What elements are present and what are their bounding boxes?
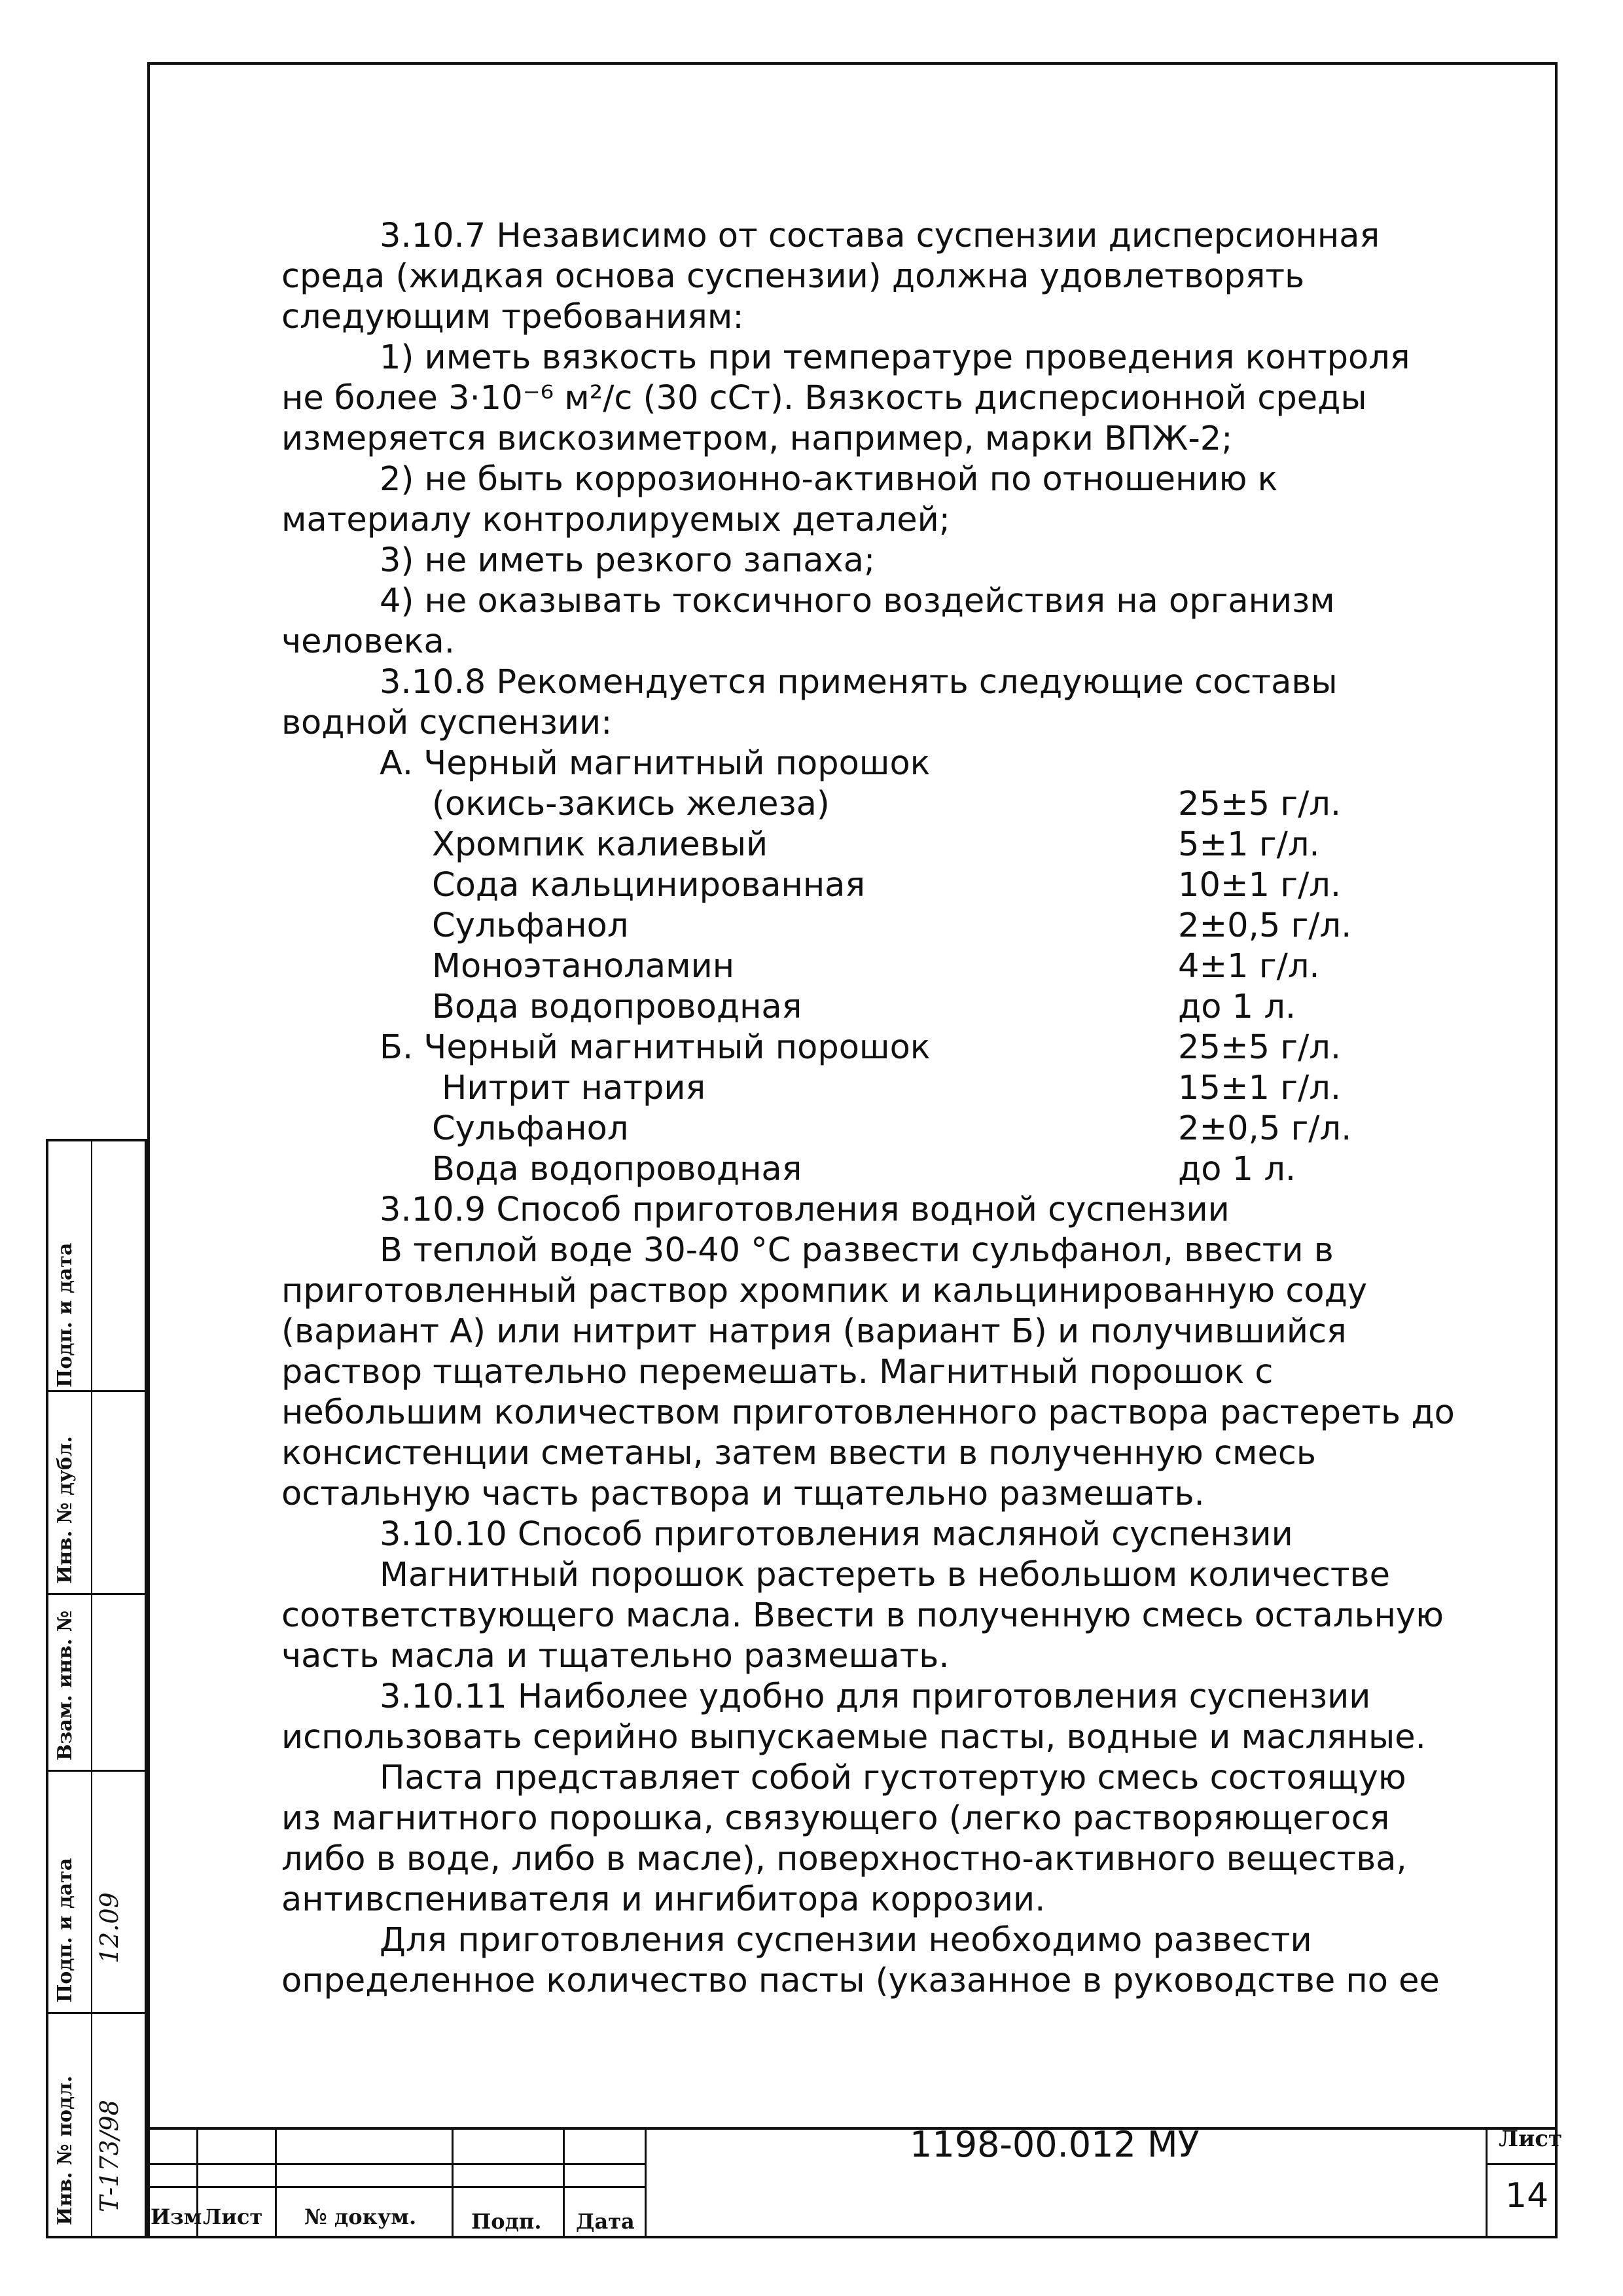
text-line: соответствующего масла. Ввести в полученную смесь остальную	[281, 1596, 1444, 1635]
text-line: либо в воде, либо в масле), поверхностно-активного вещества,	[281, 1840, 1407, 1878]
ingredient-value: 2±0,5 г/л.	[1178, 1109, 1352, 1148]
ingredient-name: Сульфанол	[432, 906, 629, 945]
text-line: следующим требованиям:	[281, 298, 744, 336]
label-podp-data-2: Подп. и дата	[54, 1857, 77, 2003]
col-podp-label: Подп.	[471, 2209, 542, 2234]
ingredient-name: (окись-закись железа)	[432, 785, 830, 823]
composition-row	[281, 825, 1394, 865]
ingredient-name: Нитрит натрия	[442, 1069, 706, 1107]
para-3-10-10: 3.10.10 Способ приготовления масляной суспензии	[380, 1515, 1293, 1554]
ingredient-name: Сода кальцинированная	[432, 866, 866, 905]
ingredient-name: Моноэтаноламин	[432, 947, 735, 986]
para-3-10-8: 3.10.8 Рекомендуется применять следующие составы	[380, 663, 1338, 702]
text-line: материалу контролируемых деталей;	[281, 501, 950, 539]
text-line: среда (жидкая основа суспензии) должна удовлетворять	[281, 257, 1305, 296]
col-data-label: Дата	[576, 2209, 635, 2234]
text-line: раствор тщательно перемешать. Магнитный порошок с	[281, 1353, 1274, 1391]
ingredient-value: 4±1 г/л.	[1178, 947, 1320, 986]
col-izm-label: Изм	[151, 2204, 202, 2229]
label-inv-podl: Инв. № подл.	[54, 2075, 77, 2225]
text-line: человека.	[281, 622, 455, 661]
ingredient-name: Сульфанол	[432, 1109, 629, 1148]
text-line: часть масла и тщательно размешать.	[281, 1637, 950, 1676]
title-block-line	[1486, 2163, 1558, 2165]
composition-b-title: Б. Черный магнитный порошок	[380, 1028, 931, 1067]
text-line: небольшим количеством приготовленного раствора растереть до	[281, 1393, 1455, 1432]
label-podp-data-1: Подп. и дата	[54, 1242, 77, 1388]
text-line: (вариант А) или нитрит натрия (вариант Б) и получившийся	[281, 1312, 1347, 1351]
composition-row	[281, 784, 1394, 825]
composition-row	[281, 865, 1394, 906]
col-list-label: Лист	[203, 2204, 263, 2229]
text-line: не более 3·10⁻⁶ м²/с (30 сСт). Вязкость дисперсионной среды	[281, 379, 1367, 418]
list-item-3: 3) не иметь резкого запаха;	[380, 541, 876, 580]
strip-segment-line	[48, 1390, 145, 1392]
composition-row	[281, 906, 1394, 946]
col-doc-label: № докум.	[304, 2204, 417, 2229]
text-line: приготовленный раствор хромпик и кальцинированную соду	[281, 1272, 1368, 1310]
para-3-10-11: 3.10.11 Наиболее удобно для приготовления суспензии	[380, 1677, 1371, 1716]
strip-divider	[91, 1141, 92, 2236]
text-line: водной суспензии:	[281, 704, 613, 742]
list-item-4: 4) не оказывать токсичного воздействия на организм	[380, 582, 1335, 620]
para-3-10-7: 3.10.7 Независимо от состава суспензии дисперсионная	[380, 217, 1380, 255]
composition-row	[281, 946, 1394, 987]
ingredient-value: 5±1 г/л.	[1178, 825, 1320, 864]
text-line: остальную часть раствора и тщательно размешать.	[281, 1475, 1205, 1513]
text-line: использовать серийно выпускаемые пасты, водные и масляные.	[281, 1718, 1426, 1757]
strip-segment-line	[48, 1770, 145, 1772]
ingredient-name: Хромпик калиевый	[432, 825, 768, 864]
signature-date-handwritten: 12.09	[95, 1892, 124, 1964]
title-block-line	[147, 2163, 645, 2165]
composition-row	[281, 1109, 1394, 1149]
ingredient-value: 10±1 г/л.	[1178, 866, 1342, 905]
ingredient-value: до 1 л.	[1178, 988, 1296, 1026]
list-item-1: 1) иметь вязкость при температуре проведения контроля	[380, 338, 1410, 377]
composition-row	[281, 987, 1394, 1028]
label-inv-dubl: Инв. № дубл.	[54, 1436, 77, 1584]
text-line: консистенции сметаны, затем ввести в полученную смесь	[281, 1434, 1316, 1473]
list-item-2: 2) не быть коррозионно-активной по отношению к	[380, 460, 1278, 499]
label-vzam-inv: Взам. инв. №	[54, 1610, 77, 1761]
strip-segment-line	[48, 2012, 145, 2014]
ingredient-value: 2±0,5 г/л.	[1178, 906, 1352, 945]
title-block-line	[645, 2127, 647, 2238]
title-block-line	[452, 2127, 454, 2238]
title-block-line	[147, 2186, 645, 2188]
text-line: из магнитного порошка, связующего (легко растворяющегося	[281, 1799, 1390, 1838]
composition-row	[281, 1149, 1394, 1190]
document-code: 1198-00.012 МУ	[910, 2124, 1200, 2165]
text-line: измеряется вискозиметром, например, марки ВПЖ-2;	[281, 420, 1233, 458]
title-block-line	[563, 2127, 565, 2238]
inv-number-handwritten: Т-173/98	[95, 2100, 124, 2212]
ingredient-value: до 1 л.	[1178, 1150, 1296, 1189]
ingredient-value: 25±5 г/л.	[1178, 1028, 1342, 1067]
ingredient-value: 15±1 г/л.	[1178, 1069, 1342, 1107]
sheet-label: Лист	[1499, 2126, 1563, 2152]
composition-a-heading: А. Черный магнитный порошок	[380, 744, 931, 783]
sheet-number: 14	[1505, 2176, 1549, 2215]
title-block-line	[1486, 2127, 1488, 2238]
ingredient-name: Вода водопроводная	[432, 988, 802, 1026]
strip-segment-line	[48, 1593, 145, 1595]
text-line: определенное количество пасты (указанное в руководстве по ее	[281, 1962, 1440, 2000]
text-line: В теплой воде 30-40 °С развести сульфанол, ввести в	[380, 1231, 1334, 1270]
ingredient-name: Вода водопроводная	[432, 1150, 802, 1189]
title-block-line	[275, 2127, 277, 2238]
text-line: Магнитный порошок растереть в небольшом количестве	[380, 1556, 1390, 1594]
para-3-10-9: 3.10.9 Способ приготовления водной суспензии	[380, 1191, 1230, 1229]
composition-b-heading	[281, 1028, 1394, 1068]
ingredient-value: 25±5 г/л.	[1178, 785, 1342, 823]
text-line: антивспенивателя и ингибитора коррозии.	[281, 1880, 1046, 1919]
composition-row	[281, 1068, 1394, 1109]
text-line: Для приготовления суспензии необходимо развести	[380, 1921, 1312, 1960]
document-body	[281, 216, 1455, 2001]
text-line: Паста представляет собой густотертую смесь состоящую	[380, 1759, 1406, 1797]
